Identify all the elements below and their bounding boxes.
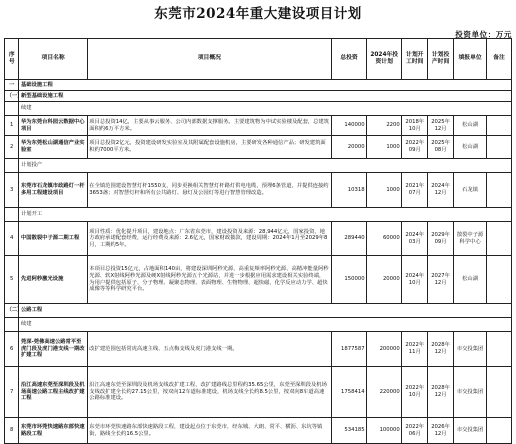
table-row xyxy=(5,418,512,444)
row-start: 2022年11月 xyxy=(402,332,428,367)
row-plan: 60000 xyxy=(367,222,402,256)
row-note xyxy=(487,367,512,418)
row-reporter: 松山湖 xyxy=(454,136,487,159)
row-overview: 在全镇范围建设智慧灯杆1550支，同步更换相关智慧灯杆路灯供电电缆，预埋6条管道，并提供连接约3653盏；对智慧灯杆和所有公共路灯、悬灯及公园灯等进行智慧管理改造。 xyxy=(87,173,331,208)
row-reporter: 市交投集团 xyxy=(454,332,487,367)
header-total: 总投资 xyxy=(331,39,366,80)
phase-label: 计划投产 xyxy=(19,159,512,173)
row-seq: 2 xyxy=(5,136,19,159)
header-reporter: 填报单位 xyxy=(454,39,487,80)
row-start: 2018年10月 xyxy=(402,116,428,136)
row-reporter: 松山湖 xyxy=(454,256,487,304)
row-name: 华为东莞松山湖通信产业实验室 xyxy=(19,136,87,159)
row-name: 东莞市石龙镇市政路灯一杆多用工程建设项目 xyxy=(19,173,87,208)
row-reporter: 市交投集团 xyxy=(454,418,487,444)
row-start: 2022年06月 xyxy=(402,418,428,444)
row-overview: 项目性质：优化提升项目，建设地点：广东省东莞市，建设投资及来源：28,944亿元，国家投资，地方政府承诺配套经费，运行经费及来源：2.6亿元，国家财政拨款，建设周期：2024年1月至2029年8月，工期约5年。 xyxy=(87,222,331,256)
row-seq: 4 xyxy=(5,222,19,256)
row-plan: 2200 xyxy=(367,116,402,136)
phase-row xyxy=(5,102,512,116)
row-note xyxy=(487,256,512,304)
subcategory-seq: （一） xyxy=(5,91,19,102)
row-plan: 100000 xyxy=(367,418,402,444)
row-name: 华为东莞台科园云数据中心项目 xyxy=(19,116,87,136)
row-finish: 2024年12月 xyxy=(428,173,454,208)
header-overview: 项目概况 xyxy=(87,39,331,80)
row-note xyxy=(487,222,512,256)
header-seq: 序号 xyxy=(5,39,19,80)
row-finish: 2027年12月 xyxy=(428,256,454,304)
row-start: 2022年10月 xyxy=(402,367,428,418)
row-finish: 2028年12月 xyxy=(428,332,454,367)
row-overview: 本项目总投资15亿元，占地面积140亩，将建设深圳阿秒光源、高重复频率阿秒光源、高精冲能量阿秒光源、软X射线阿秒光源及硬X射线阿秒光源五个光源站，并进一步根据应用需求建设相关实验终端，为用户提供包括原子、分子物理、凝聚态物理、表面物理、生物物理、超快磁、化学反应动力学、超快成像等等科学研究平台。 xyxy=(87,256,331,304)
page-title: 东莞市2024年重大建设项目计划 xyxy=(154,6,362,22)
row-finish: 2028年12月 xyxy=(428,367,454,418)
row-name: 沿江高速东莞至深圳段及机场高速公路工程主线改扩建工程 xyxy=(19,367,87,418)
row-seq: 5 xyxy=(5,256,19,304)
row-seq: 6 xyxy=(5,332,19,367)
row-overview: 沿江高速东莞至深圳段及机场支线改扩建工程，改扩建路线总里程约35.65公里，东莞至深圳段及机场支线改扩建全长约27.15公里，按双向12车道标准建设，机场支线全长约8.5公里，按双向8车道高速公路标准建设。 xyxy=(87,367,331,418)
row-start: 2024年03月 xyxy=(402,222,428,256)
row-name: 中国散裂中子源二期工程 xyxy=(19,222,87,256)
row-note xyxy=(487,332,512,367)
header-note: 备注 xyxy=(487,39,512,80)
row-total: 289440 xyxy=(331,222,366,256)
row-start: 2021年07月 xyxy=(402,173,428,208)
row-plan: 220000 xyxy=(367,367,402,418)
row-total: 140000 xyxy=(331,116,366,136)
row-total: 20000 xyxy=(331,136,366,159)
row-note xyxy=(487,173,512,208)
table-row xyxy=(5,136,512,159)
row-note xyxy=(487,418,512,444)
row-plan: 20000 xyxy=(367,256,402,304)
table-row xyxy=(5,116,512,136)
phase-row xyxy=(5,159,512,173)
row-finish: 2025年08月 xyxy=(428,136,454,159)
subcategory-label: 新型基础设施工程 xyxy=(19,91,512,102)
phase-label: 计划开工 xyxy=(19,208,512,222)
row-seq: 8 xyxy=(5,418,19,444)
phase-row xyxy=(5,208,512,222)
row-reporter: 市交投集团 xyxy=(454,367,487,418)
project-table xyxy=(4,38,512,444)
row-note xyxy=(487,136,512,159)
header-start: 计划开工时间 xyxy=(402,39,428,80)
row-total: 10318 xyxy=(331,173,366,208)
row-reporter: 散裂中子源科学中心 xyxy=(454,222,487,256)
subcategory-seq: （二） xyxy=(5,304,19,318)
row-overview: 改扩建范围包括常虎高速主线、五点梅支线及虎门港支线一期。 xyxy=(87,332,331,367)
row-finish: 2025年12月 xyxy=(428,116,454,136)
table-row xyxy=(5,332,512,367)
row-plan: 1000 xyxy=(367,173,402,208)
subcategory-row xyxy=(5,304,512,318)
header-name: 项目名称 xyxy=(19,39,87,80)
investment-unit-label: 投资单位：万元 xyxy=(455,30,512,39)
row-total: 1758414 xyxy=(331,367,366,418)
row-plan: 200000 xyxy=(367,332,402,367)
row-overview: 项目总投资2亿元，投资建设研发实验室及其附属配套设施机房，主要研发各种通信产品；研发建筑面积约7000平方米。 xyxy=(87,136,331,159)
row-total: 534185 xyxy=(331,418,366,444)
phase-label: 续建 xyxy=(19,102,512,116)
table-row xyxy=(5,367,512,418)
phase-row xyxy=(5,318,512,332)
subcategory-label: 公路工程 xyxy=(19,304,512,318)
row-start: 2024年10月 xyxy=(402,256,428,304)
row-name: 莞深-莞佛高速公路常平至虎门段及虎门港支线一期改扩建工程 xyxy=(19,332,87,367)
table-row xyxy=(5,256,512,304)
row-plan: 1000 xyxy=(367,136,402,159)
table-header-row xyxy=(5,39,512,80)
row-seq: 3 xyxy=(5,173,19,208)
row-name: 东莞市环莞快速路东部快速路段工程 xyxy=(19,418,87,444)
row-seq: 7 xyxy=(5,367,19,418)
category-row xyxy=(5,80,512,91)
row-name: 先进阿秒激光设施 xyxy=(19,256,87,304)
row-finish: 2026年12月 xyxy=(428,418,454,444)
subcategory-row xyxy=(5,91,512,102)
row-overview: 东莞市环莞快速路东部快速路段工程，建设起点位于东莞市，经东城、大朗、常平、横沥、东坑等镇街，路线全长约16.5公里。 xyxy=(87,418,331,444)
row-overview: 项目总投资14亿，主要从事云服务、公司内部数据支撑服务。主要建筑物为中试实验楼及配套，总建筑面积约6万平方米。 xyxy=(87,116,331,136)
header-finish: 计划投产时间 xyxy=(428,39,454,80)
row-reporter: 松山湖 xyxy=(454,116,487,136)
row-note xyxy=(487,116,512,136)
row-total: 150000 xyxy=(331,256,366,304)
row-finish: 2029年09月 xyxy=(428,222,454,256)
row-total: 1877587 xyxy=(331,332,366,367)
row-start: 2022年09月 xyxy=(402,136,428,159)
table-row xyxy=(5,222,512,256)
table-row xyxy=(5,173,512,208)
row-reporter: 石龙镇 xyxy=(454,173,487,208)
header-plan-2024: 2024年投资计划 xyxy=(367,39,402,80)
row-seq: 1 xyxy=(5,116,19,136)
category-seq: 一 xyxy=(5,80,19,91)
category-label: 基础设施工程 xyxy=(19,80,512,91)
phase-label: 续建 xyxy=(19,318,512,332)
